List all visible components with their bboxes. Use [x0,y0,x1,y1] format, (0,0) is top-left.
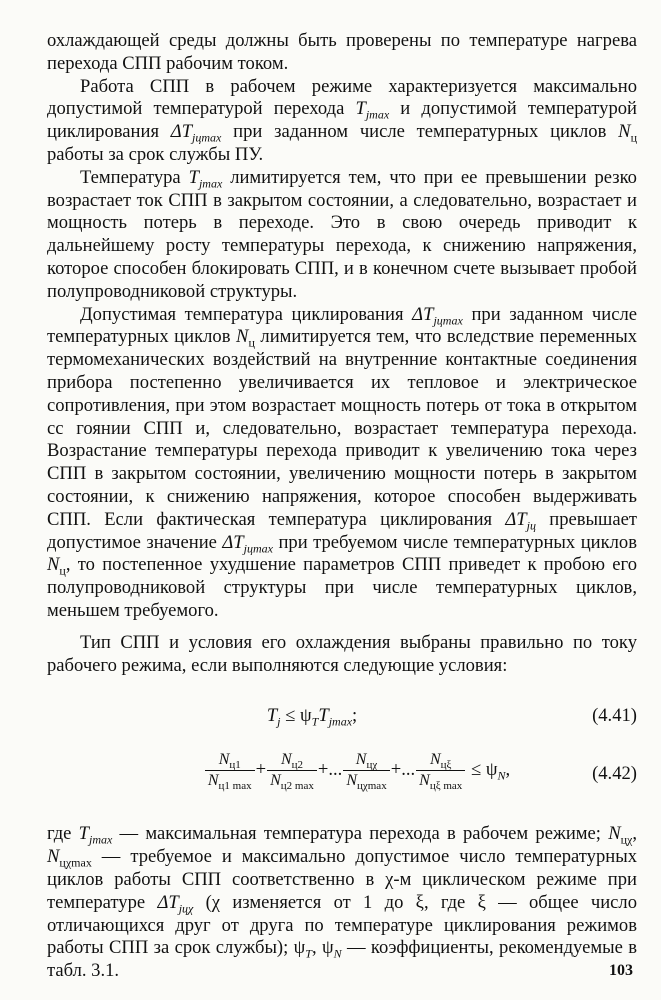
symbol-sub: jцmax [192,130,222,145]
text-span: работы за срок службы ПУ. [47,143,264,165]
eq-sub: T [311,715,319,730]
text-span: лимитируется тем, что при ее превышении резко возрастает ток СПП в закрытом состоянии, а следовательно, возрастает и мощность потерь в переходе. Это в свою очередь приводит к дальнейшему росту температуры перехода, к снижению напряжения, которое способен блокировать СПП, и в конечном счете вызывает пробой полупроводниковой структуры. [47,166,637,302]
text-span: охлаждающей среды должны быть проверены по температуре нагрева перехода СПП рабочим током. [47,30,637,74]
eq-sub: j [277,715,281,730]
frac-num: N [430,751,441,769]
equation-4-41-expr [47,705,577,728]
eq-symbol: T [318,705,329,727]
text-span: Допустимая температура циклирования [80,303,413,325]
frac-num-sub: ц2 [291,759,304,772]
eq-plus: + [390,759,402,781]
text-span: Температура [80,166,189,188]
eq-relation: ≤ [280,705,301,727]
text-span: Тип СПП и условия его охлаждения выбраны правильно по току рабочего режима, если выполняются следующие условия: [47,631,637,676]
symbol-sub: jmax [365,108,390,123]
eq-end: ; [352,705,358,727]
fraction-3 [343,751,389,793]
equation-number-4-42: (4.42) [592,763,637,785]
symbol-sub: T [305,947,312,962]
frac-den-sub: цξ max [429,780,463,793]
frac-num: N [280,751,292,769]
eq-relation: ≤ [466,759,486,781]
symbol-N: N [47,554,60,576]
eq-symbol: T [266,705,278,727]
text-span: , то постепенное ухудшение параметров СПП приведет к пробою его полупроводниковой структуры при числе температурных циклов, меньшем требуемого. [47,554,637,621]
text-span: где [47,823,79,845]
symbol-N: N [236,326,249,348]
symbol-delta-T: ΔT [222,531,244,553]
fraction-2 [267,751,317,793]
equation-4-42 [47,749,637,805]
page-body [47,30,637,983]
eq-psi: ψ [300,705,312,727]
paragraph-3 [47,167,637,304]
symbol-delta-T: ΔT [170,121,193,143]
symbol-sub: jцmax [243,541,273,556]
symbol-sub: jц [526,518,536,533]
symbol-sub: N [333,947,342,962]
paragraph-4 [47,304,637,623]
eq-plus: + [255,759,267,781]
paragraph-6 [47,823,637,983]
frac-den-sub: ц1 max [218,780,252,793]
eq-sub: jmax [328,715,353,730]
symbol-sub: jmax [88,833,113,848]
text-span: превышает допустимое значение [47,508,637,553]
symbol-T: T [355,98,366,120]
text-span: — требуемое и максимально допустимое число температурных циклов работы СПП соответственно в χ-м циклическом режиме при температуре [47,846,637,913]
text-span: лимитируется тем, что вследствие переменных термомеханических воздействий на внутренние контактные соединения прибора постепенно увеличивается их тепловое и электрическое сопротивления, при этом возрастает мощность потерь от тока в открытом сс гоянии СПП и, следовательно, возрастает температура перехода. Возрастание температуры перехода приводит к увеличению тока через СПП в закрытом состоянии, увеличению мощности потерь в закрытом состоянии, к снижению напряжения, которое способен выдерживать СПП. Если фактическая температура циклирования [47,326,637,530]
eq-dots: ... [328,759,343,781]
symbol-sub: ц [630,130,637,145]
frac-den-sub: ц2 max [280,780,314,793]
text-span: , [311,937,322,959]
text-span: (χ изменяется от 1 до ξ, где ξ — общее число отличающихся друг от друга по температуре циклирования режимов работы СПП за срок службы); [47,891,638,959]
symbol-sub: jmax [198,176,223,191]
frac-den: N [346,772,357,790]
symbol-delta-T: ΔT [412,303,434,325]
paragraph-5 [47,632,637,678]
eq-sub: N [497,768,506,783]
symbol-psi: ψ [321,937,334,959]
frac-num-sub: ц1 [229,759,241,772]
symbol-N: N [608,823,621,845]
equation-4-42-expr [47,751,577,793]
symbol-sub: ц [248,336,255,351]
frac-num: N [355,751,367,769]
symbol-psi: ψ [293,937,306,959]
fraction-4 [416,751,465,793]
frac-den: N [270,772,281,790]
text-span: Работа СПП в рабочем режиме характеризуется максимально допустимой температурой перехода [47,75,637,120]
frac-den: N [207,772,219,790]
symbol-T: T [78,823,89,845]
paragraph-2 [47,76,637,167]
symbol-sub: цχ [620,833,633,848]
text-span: при заданном числе температурных циклов [221,121,619,143]
eq-psi: ψ [485,759,498,781]
frac-num-sub: цχ [366,759,378,772]
symbol-sub: jцχ [178,901,194,916]
eq-dots: ... [401,759,416,781]
frac-num: N [218,751,230,769]
equation-number-4-41: (4.41) [592,705,637,727]
text-span: и допустимой температурой циклирования [47,98,637,143]
text-span: при требуемом числе температурных циклов [272,531,637,553]
frac-num-sub: цξ [440,759,452,772]
fraction-1 [205,751,255,793]
symbol-delta-T: ΔT [505,508,527,530]
text-span: — коэффициенты, рекомендуемые в табл. 3.1. [47,937,637,982]
text-span: , [632,823,637,845]
page-number: 103 [609,962,633,979]
symbol-N: N [618,121,631,143]
frac-den: N [419,772,430,790]
paragraph-1 [47,30,637,76]
symbol-sub: цχmax [59,855,92,870]
symbol-delta-T: ΔT [157,891,179,913]
symbol-sub: ц [59,564,66,579]
symbol-N: N [47,846,60,868]
eq-end: , [505,759,511,781]
symbol-sub: jцmax [433,313,463,328]
symbol-T: T [188,166,199,188]
frac-den-sub: цχmax [356,780,387,793]
equation-4-41 [47,697,637,741]
eq-plus: + [317,759,329,781]
text-span: — максимальная температура перехода в рабочем режиме; [112,823,609,845]
text-span: при заданном числе температурных циклов [47,303,637,348]
